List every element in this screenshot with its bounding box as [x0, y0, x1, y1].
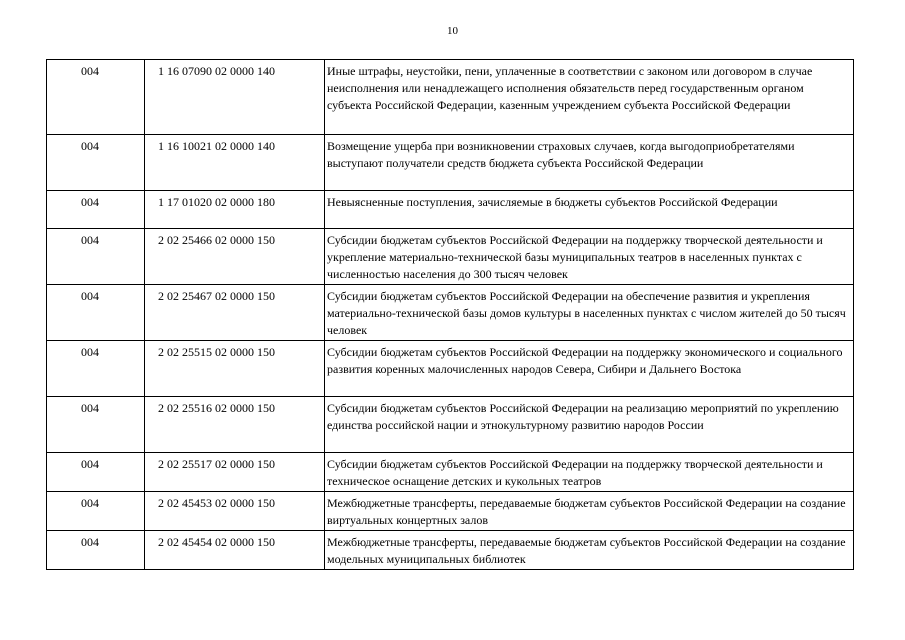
revenue-code-cell: 1 17 01020 02 0000 180	[145, 191, 325, 229]
revenue-name-cell: Субсидии бюджетам субъектов Российской Федерации на поддержку творческой деятельности и техническое оснащение детских и кукольных театров	[325, 453, 854, 492]
revenue-name-cell: Субсидии бюджетам субъектов Российской Федерации на поддержку творческой деятельности и укрепление материально-технической базы муниципальных театров в населенных пунктах с численностью населения до 300 тысяч человек	[325, 229, 854, 285]
revenue-name-cell: Межбюджетные трансферты, передаваемые бюджетам субъектов Российской Федерации на создание модельных муниципальных библиотек	[325, 531, 854, 570]
admin-code-cell: 004	[47, 397, 145, 453]
revenue-name-cell: Субсидии бюджетам субъектов Российской Федерации на обеспечение развития и укрепления материально-технической базы домов культуры в населенных пунктах с числом жителей до 50 тысяч человек	[325, 285, 854, 341]
revenue-name-cell: Межбюджетные трансферты, передаваемые бюджетам субъектов Российской Федерации на создание виртуальных концертных залов	[325, 492, 854, 531]
admin-code-cell: 004	[47, 531, 145, 570]
budget-classification-table	[46, 59, 854, 570]
table-row	[47, 191, 854, 229]
admin-code-cell: 004	[47, 135, 145, 191]
admin-code-cell: 004	[47, 60, 145, 135]
table-row	[47, 229, 854, 285]
table-row	[47, 453, 854, 492]
revenue-code-cell: 2 02 25515 02 0000 150	[145, 341, 325, 397]
table-row	[47, 531, 854, 570]
revenue-name-cell: Субсидии бюджетам субъектов Российской Федерации на поддержку экономического и социального развития коренных малочисленных народов Севера, Сибири и Дальнего Востока	[325, 341, 854, 397]
admin-code-cell: 004	[47, 492, 145, 531]
revenue-name-cell: Возмещение ущерба при возникновении страховых случаев, когда выгодоприобретателями выступают получатели средств бюджета субъекта Российской Федерации	[325, 135, 854, 191]
admin-code-cell: 004	[47, 191, 145, 229]
revenue-code-cell: 1 16 10021 02 0000 140	[145, 135, 325, 191]
admin-code-cell: 004	[47, 229, 145, 285]
table-row	[47, 492, 854, 531]
revenue-code-cell: 2 02 45453 02 0000 150	[145, 492, 325, 531]
revenue-code-cell: 2 02 25466 02 0000 150	[145, 229, 325, 285]
revenue-code-cell: 2 02 45454 02 0000 150	[145, 531, 325, 570]
revenue-name-cell: Иные штрафы, неустойки, пени, уплаченные в соответствии с законом или договором в случае неисполнения или ненадлежащего исполнения обязательств перед государственным органом субъекта Российской Федерации, казенным учреждением субъекта Российской Федерации	[325, 60, 854, 135]
admin-code-cell: 004	[47, 453, 145, 492]
admin-code-cell: 004	[47, 341, 145, 397]
admin-code-cell: 004	[47, 285, 145, 341]
revenue-name-cell: Невыясненные поступления, зачисляемые в бюджеты субъектов Российской Федерации	[325, 191, 854, 229]
page-number: 10	[447, 25, 458, 37]
table-row	[47, 341, 854, 397]
table-row	[47, 135, 854, 191]
revenue-code-cell: 2 02 25467 02 0000 150	[145, 285, 325, 341]
revenue-name-cell: Субсидии бюджетам субъектов Российской Федерации на реализацию мероприятий по укреплению единства российской нации и этнокультурному развитию народов России	[325, 397, 854, 453]
revenue-code-cell: 1 16 07090 02 0000 140	[145, 60, 325, 135]
table-row	[47, 397, 854, 453]
revenue-code-cell: 2 02 25517 02 0000 150	[145, 453, 325, 492]
table-row	[47, 285, 854, 341]
revenue-code-cell: 2 02 25516 02 0000 150	[145, 397, 325, 453]
table-row	[47, 60, 854, 135]
